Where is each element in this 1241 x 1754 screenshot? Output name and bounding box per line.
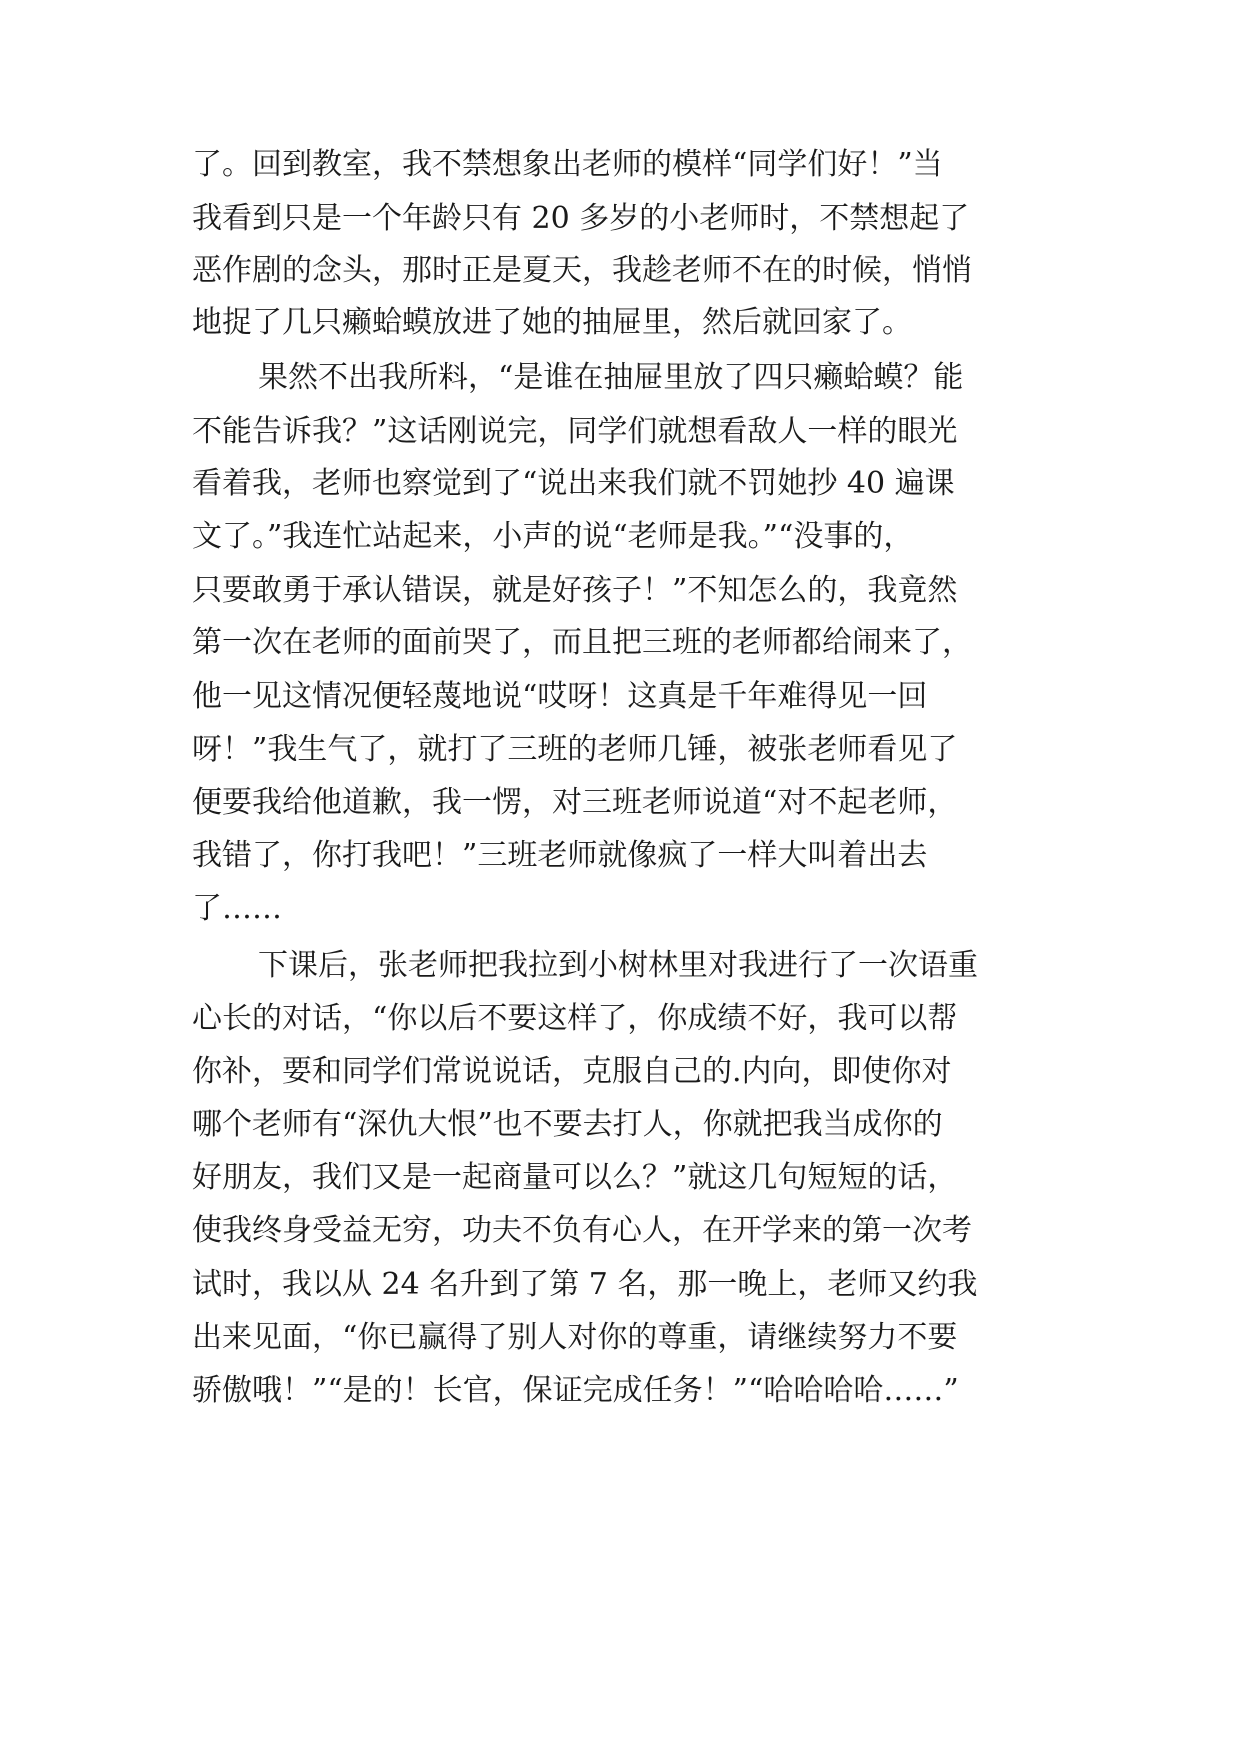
text-line: 了…… <box>192 891 282 926</box>
text-line: 心长的对话，“你以后不要这样了，你成绩不好，我可以帮 <box>192 1001 958 1036</box>
text-line: 出来见面，“你已赢得了别人对你的尊重，请继续努力不要 <box>192 1320 958 1355</box>
text-line: 哪个老师有“深仇大恨”也不要去打人，你就把我当成你的 <box>192 1107 943 1142</box>
text-line: 地捉了几只癞蛤蟆放进了她的抽屉里，然后就回家了。 <box>192 305 912 340</box>
text-line: 骄傲哦！”“是的！长官，保证完成任务！”“哈哈哈哈……” <box>192 1373 959 1408</box>
text-line: 只要敢勇于承认错误，就是好孩子！”不知怎么的，我竟然 <box>192 573 958 608</box>
text-line: 呀！”我生气了，就打了三班的老师几锤，被张老师看见了 <box>192 732 958 767</box>
text-line: 恶作剧的念头，那时正是夏天，我趁老师不在的时候，悄悄 <box>192 253 972 288</box>
text-line: 果然不出我所料，“是谁在抽屉里放了四只癞蛤蟆？能 <box>258 360 964 395</box>
text-line: 文了。”我连忙站起来，小声的说“老师是我。”“没事的， <box>192 519 914 554</box>
text-line: 下课后，张老师把我拉到小树林里对我进行了一次语重 <box>258 948 978 983</box>
text-line: 你补，要和同学们常说说话，克服自己的.内向，即使你对 <box>192 1054 952 1089</box>
text-line: 第一次在老师的面前哭了，而且把三班的老师都给闹来了， <box>192 625 972 660</box>
text-line: 我错了，你打我吧！”三班老师就像疯了一样大叫着出去 <box>192 838 928 873</box>
text-line: 试时，我以从 24 名升到了第 7 名，那一晚上，老师又约我 <box>192 1267 978 1302</box>
text-line: 看着我，老师也察觉到了“说出来我们就不罚她抄 40 遍课 <box>192 466 955 501</box>
text-line: 了。回到教室，我不禁想象出老师的模样“同学们好！”当 <box>192 147 943 182</box>
text-line: 他一见这情况便轻蔑地说“哎呀！这真是千年难得见一回 <box>192 679 928 714</box>
text-line: 便要我给他道歉，我一愣，对三班老师说道“对不起老师， <box>192 785 958 820</box>
text-line: 不能告诉我？”这话刚说完，同学们就想看敌人一样的眼光 <box>192 414 958 449</box>
text-line: 好朋友，我们又是一起商量可以么？”就这几句短短的话， <box>192 1160 958 1195</box>
text-line: 我看到只是一个年龄只有 20 多岁的小老师时，不禁想起了 <box>192 201 970 236</box>
text-line: 使我终身受益无穷，功夫不负有心人，在开学来的第一次考 <box>192 1213 972 1248</box>
